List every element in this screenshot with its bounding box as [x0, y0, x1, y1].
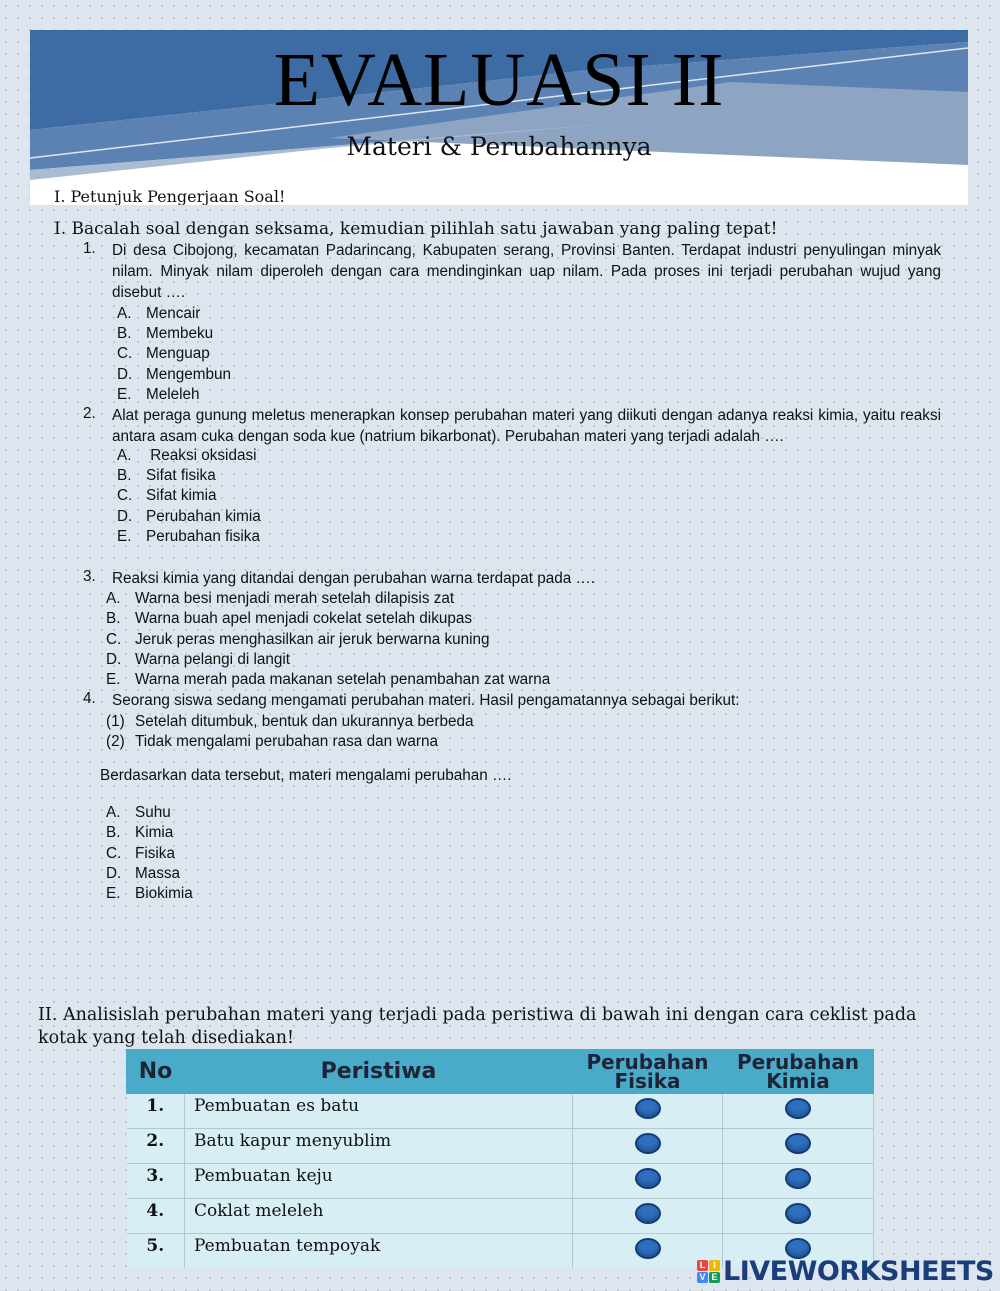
option-letter: B.	[106, 824, 121, 841]
option-text: Massa	[135, 865, 181, 882]
chemical-cell	[723, 1164, 874, 1199]
page-title: EVALUASI II	[273, 38, 725, 122]
option-letter: D.	[117, 366, 133, 383]
option[interactable]	[106, 864, 180, 884]
row-event: Batu kapur menyublim	[185, 1129, 573, 1164]
option-text: Sifat kimia	[146, 487, 217, 504]
option-letter: E.	[106, 885, 121, 902]
option-text: Warna besi menjadi merah setelah dilapisis zat	[135, 590, 455, 607]
option-letter: A.	[117, 305, 132, 322]
option-text: Membeku	[146, 325, 214, 342]
option[interactable]	[117, 486, 217, 506]
option-text: Perubahan fisika	[146, 528, 260, 545]
row-event: Pembuatan es batu	[185, 1094, 573, 1129]
row-number: 1.	[127, 1094, 185, 1129]
logo-letter: V	[697, 1272, 708, 1283]
physical-radio[interactable]	[635, 1203, 661, 1224]
question-number: 3.	[83, 568, 96, 585]
section1-heading: I. Bacalah soal dengan seksama, kemudian pilihlah satu jawaban yang paling tepat!	[54, 219, 778, 239]
section2-heading-text: II. Analisislah perubahan materi yang terjadi pada peristiwa di bawah ini dengan cara ceklist pada kotak yang telah disediakan!	[38, 1005, 917, 1048]
physical-radio[interactable]	[635, 1133, 661, 1154]
option-text: Warna merah pada makanan setelah penambahan zat warna	[135, 671, 551, 688]
table-row	[127, 1164, 874, 1199]
option-letter: B.	[117, 325, 132, 342]
option[interactable]	[106, 630, 490, 650]
physical-cell	[573, 1199, 723, 1234]
table-row	[127, 1094, 874, 1129]
analysis-table	[126, 1049, 874, 1268]
question-text: Seorang siswa sedang mengamati perubahan materi. Hasil pengamatannya sebagai berikut:	[112, 692, 740, 709]
table-row	[127, 1129, 874, 1164]
option-text: Warna buah apel menjadi cokelat setelah dikupas	[135, 610, 473, 627]
question-prompt: Berdasarkan data tersebut, materi mengalami perubahan ….	[100, 767, 512, 784]
section2-heading	[38, 1004, 938, 1050]
header-banner	[30, 30, 968, 205]
option[interactable]	[106, 884, 193, 904]
row-number: 3.	[127, 1164, 185, 1199]
option-letter: A.	[106, 590, 121, 607]
logo-letter: E	[709, 1272, 720, 1283]
logo-letter: I	[709, 1260, 720, 1271]
option[interactable]	[117, 466, 216, 486]
option-text: Suhu	[135, 804, 171, 821]
option[interactable]	[117, 365, 231, 385]
option[interactable]	[117, 527, 260, 547]
physical-radio[interactable]	[635, 1238, 661, 1259]
option-text: Warna pelangi di langit	[135, 651, 291, 668]
chemical-radio[interactable]	[785, 1203, 811, 1224]
row-number: 4.	[127, 1199, 185, 1234]
option-letter: D.	[117, 508, 133, 525]
option-text: Perubahan kimia	[146, 508, 261, 525]
chemical-cell	[723, 1199, 874, 1234]
option-text: Reaksi oksidasi	[146, 447, 257, 464]
physical-cell	[573, 1094, 723, 1129]
option-text: Mengembun	[146, 366, 232, 383]
row-event: Pembuatan tempoyak	[185, 1234, 573, 1269]
option-letter: C.	[106, 845, 122, 862]
option[interactable]	[117, 324, 213, 344]
option[interactable]	[117, 507, 261, 527]
liveworksheets-logo[interactable]	[697, 1257, 994, 1285]
chemical-radio[interactable]	[785, 1098, 811, 1119]
row-number: 2.	[127, 1129, 185, 1164]
question-number: 1.	[83, 240, 96, 257]
logo-icon	[697, 1260, 720, 1283]
header-physical: Perubahan Fisika	[573, 1050, 723, 1094]
option-letter: B.	[117, 467, 132, 484]
option-text: Sifat fisika	[146, 467, 216, 484]
question-text: Alat peraga gunung meletus menerapkan konsep perubahan materi yang diikuti dengan adanya reaksi kimia, yaitu reaksi antara asam cuka dengan soda kue (natrium bikarbonat). Perubahan materi yang terjadi adalah ….	[112, 407, 941, 445]
logo-letter: L	[697, 1260, 708, 1271]
table-header-row	[127, 1050, 874, 1094]
question-text: Reaksi kimia yang ditandai dengan perubahan warna terdapat pada ….	[112, 570, 596, 587]
option-letter: D.	[106, 651, 122, 668]
header-event: Peristiwa	[185, 1050, 573, 1094]
observation-text: Setelah ditumbuk, bentuk dan ukurannya berbeda	[135, 713, 474, 730]
option-text: Jeruk peras menghasilkan air jeruk berwarna kuning	[135, 631, 490, 648]
instruction-heading: I. Petunjuk Pengerjaan Soal!	[54, 187, 286, 205]
option[interactable]	[106, 670, 550, 690]
option-text: Kimia	[135, 824, 174, 841]
option-text: Mencair	[146, 305, 201, 322]
table-row	[127, 1199, 874, 1234]
physical-radio[interactable]	[635, 1098, 661, 1119]
observation-number: (2)	[106, 733, 125, 750]
option[interactable]	[106, 844, 175, 864]
question-number: 4.	[83, 690, 96, 707]
option[interactable]	[117, 385, 200, 405]
option-text: Fisika	[135, 845, 175, 862]
option-letter: E.	[117, 386, 132, 403]
option-letter: A.	[106, 804, 121, 821]
row-number: 5.	[127, 1234, 185, 1269]
option-letter: E.	[106, 671, 121, 688]
observation-number: (1)	[106, 713, 125, 730]
chemical-radio[interactable]	[785, 1168, 811, 1189]
observation-item	[106, 732, 438, 752]
option-letter: D.	[106, 865, 122, 882]
option[interactable]	[106, 823, 173, 843]
option-text: Menguap	[146, 345, 210, 362]
physical-cell	[573, 1164, 723, 1199]
question-number: 2.	[83, 405, 96, 422]
option-text: Biokimia	[135, 885, 193, 902]
observation-text: Tidak mengalami perubahan rasa dan warna	[135, 733, 439, 750]
row-event: Coklat meleleh	[185, 1199, 573, 1234]
physical-radio[interactable]	[635, 1168, 661, 1189]
chemical-cell	[723, 1129, 874, 1164]
observation-item	[106, 712, 473, 732]
option[interactable]	[106, 609, 472, 629]
header-chemical: Perubahan Kimia	[723, 1050, 874, 1094]
logo-text: LIVEWORKSHEETS	[723, 1255, 994, 1287]
option[interactable]	[117, 446, 257, 466]
option-text: Meleleh	[146, 386, 200, 403]
option-letter: E.	[117, 528, 132, 545]
option[interactable]	[106, 589, 454, 609]
option[interactable]	[106, 803, 171, 823]
option-letter: C.	[117, 345, 133, 362]
option[interactable]	[117, 304, 200, 324]
option-letter: B.	[106, 610, 121, 627]
chemical-cell	[723, 1094, 874, 1129]
option-letter: A.	[117, 447, 132, 464]
option[interactable]	[117, 344, 210, 364]
chemical-radio[interactable]	[785, 1133, 811, 1154]
question-text: Di desa Cibojong, kecamatan Padarincang, Kabupaten serang, Provinsi Banten. Terdapat industri penyulingan minyak nilam. Minyak nilam diperoleh dengan cara mendinginkan uap nilam. Pada proses ini terjadi perubahan wujud yang disebut ….	[112, 242, 941, 301]
option[interactable]	[106, 650, 290, 670]
option-letter: C.	[106, 631, 122, 648]
row-event: Pembuatan keju	[185, 1164, 573, 1199]
physical-cell	[573, 1129, 723, 1164]
page-subtitle: Materi & Perubahannya	[346, 132, 652, 161]
option-letter: C.	[117, 487, 133, 504]
header-no: No	[127, 1050, 185, 1094]
